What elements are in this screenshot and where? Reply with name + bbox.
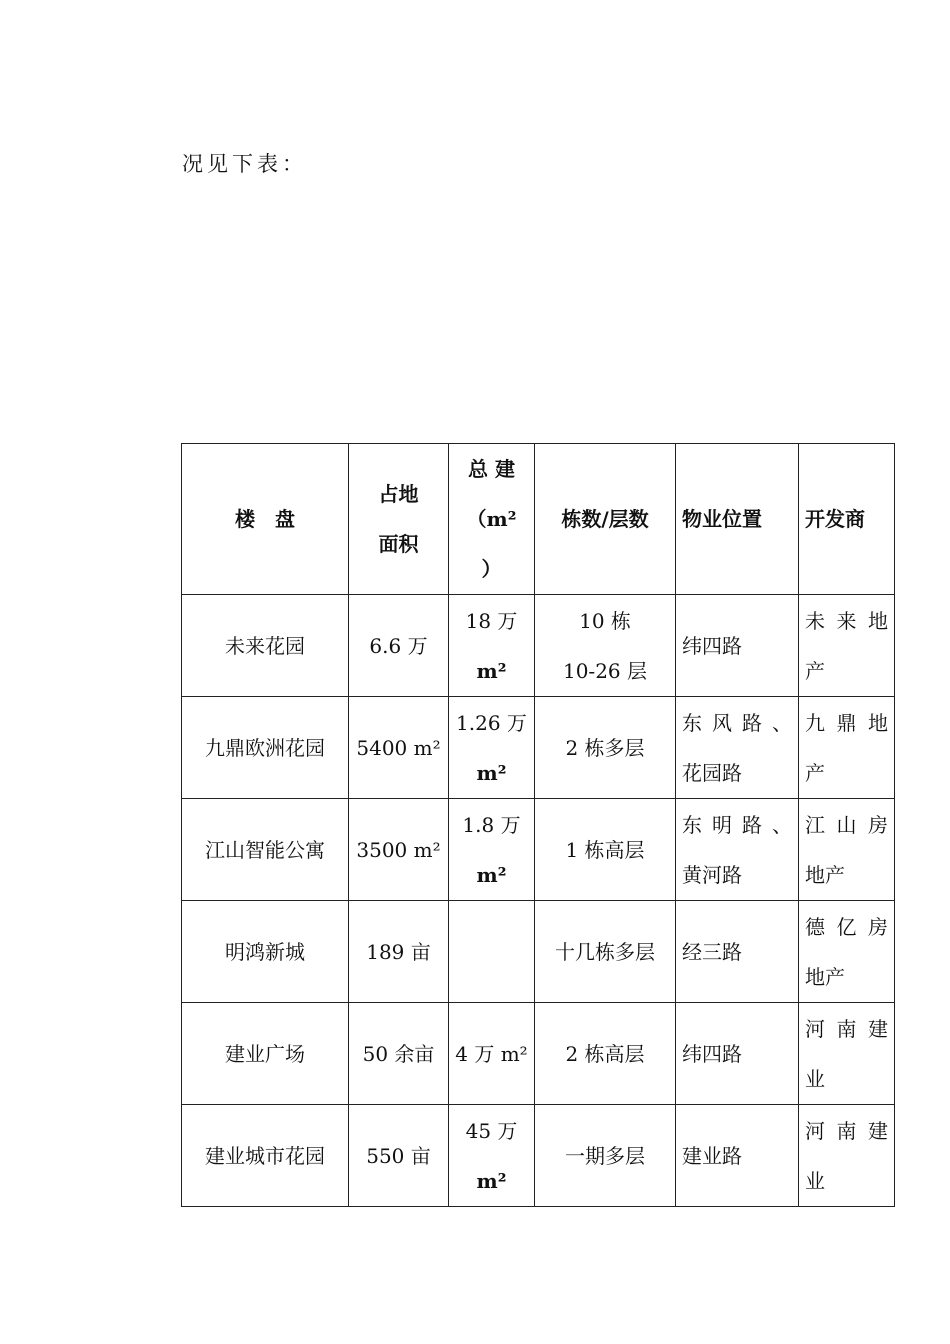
- cell-developer: 九鼎地 产: [799, 697, 895, 799]
- header-name: 楼 盘: [182, 444, 349, 595]
- cell-location: 经三路: [676, 901, 799, 1003]
- table-row: [182, 1105, 895, 1207]
- table-row: [182, 595, 895, 697]
- cell-area: 550 亩: [349, 1105, 449, 1207]
- table-row: [182, 1003, 895, 1105]
- table-header-row: [182, 444, 895, 595]
- cell-area: 3500 m²: [349, 799, 449, 901]
- cell-buildings: 2 栋高层: [535, 1003, 676, 1105]
- cell-name: 未来花园: [182, 595, 349, 697]
- table-row: [182, 901, 895, 1003]
- cell-total-area: [449, 901, 535, 1003]
- cell-buildings: 十几栋多层: [535, 901, 676, 1003]
- cell-area: 50 余亩: [349, 1003, 449, 1105]
- cell-name: 九鼎欧洲花园: [182, 697, 349, 799]
- header-area: 占地 面积: [349, 444, 449, 595]
- property-table: [181, 443, 895, 1207]
- cell-developer: 未来地 产: [799, 595, 895, 697]
- header-location: 物业位置: [676, 444, 799, 595]
- cell-developer: 河南建 业: [799, 1003, 895, 1105]
- cell-total-area: 45 万 m²: [449, 1105, 535, 1207]
- cell-area: 6.6 万: [349, 595, 449, 697]
- cell-buildings: 1 栋高层: [535, 799, 676, 901]
- cell-buildings: 2 栋多层: [535, 697, 676, 799]
- cell-area: 189 亩: [349, 901, 449, 1003]
- cell-name: 明鸿新城: [182, 901, 349, 1003]
- header-total-area: 总 建 （m² ）: [449, 444, 535, 595]
- cell-buildings: 一期多层: [535, 1105, 676, 1207]
- cell-location: 东风路、 花园路: [676, 697, 799, 799]
- cell-location: 东明路、 黄河路: [676, 799, 799, 901]
- cell-total-area: 4 万 m²: [449, 1003, 535, 1105]
- cell-area: 5400 m²: [349, 697, 449, 799]
- cell-location: 纬四路: [676, 595, 799, 697]
- cell-name: 建业广场: [182, 1003, 349, 1105]
- cell-developer: 河南建 业: [799, 1105, 895, 1207]
- cell-total-area: 18 万 m²: [449, 595, 535, 697]
- header-buildings: 栋数/层数: [535, 444, 676, 595]
- cell-buildings: 10 栋 10-26 层: [535, 595, 676, 697]
- header-developer: 开发商: [799, 444, 895, 595]
- cell-name: 建业城市花园: [182, 1105, 349, 1207]
- cell-location: 纬四路: [676, 1003, 799, 1105]
- intro-text: 况见下表：: [182, 152, 307, 176]
- cell-location: 建业路: [676, 1105, 799, 1207]
- cell-developer: 德亿房 地产: [799, 901, 895, 1003]
- cell-total-area: 1.26 万 m²: [449, 697, 535, 799]
- table-row: [182, 799, 895, 901]
- cell-total-area: 1.8 万 m²: [449, 799, 535, 901]
- cell-name: 江山智能公寓: [182, 799, 349, 901]
- cell-developer: 江山房 地产: [799, 799, 895, 901]
- table-row: [182, 697, 895, 799]
